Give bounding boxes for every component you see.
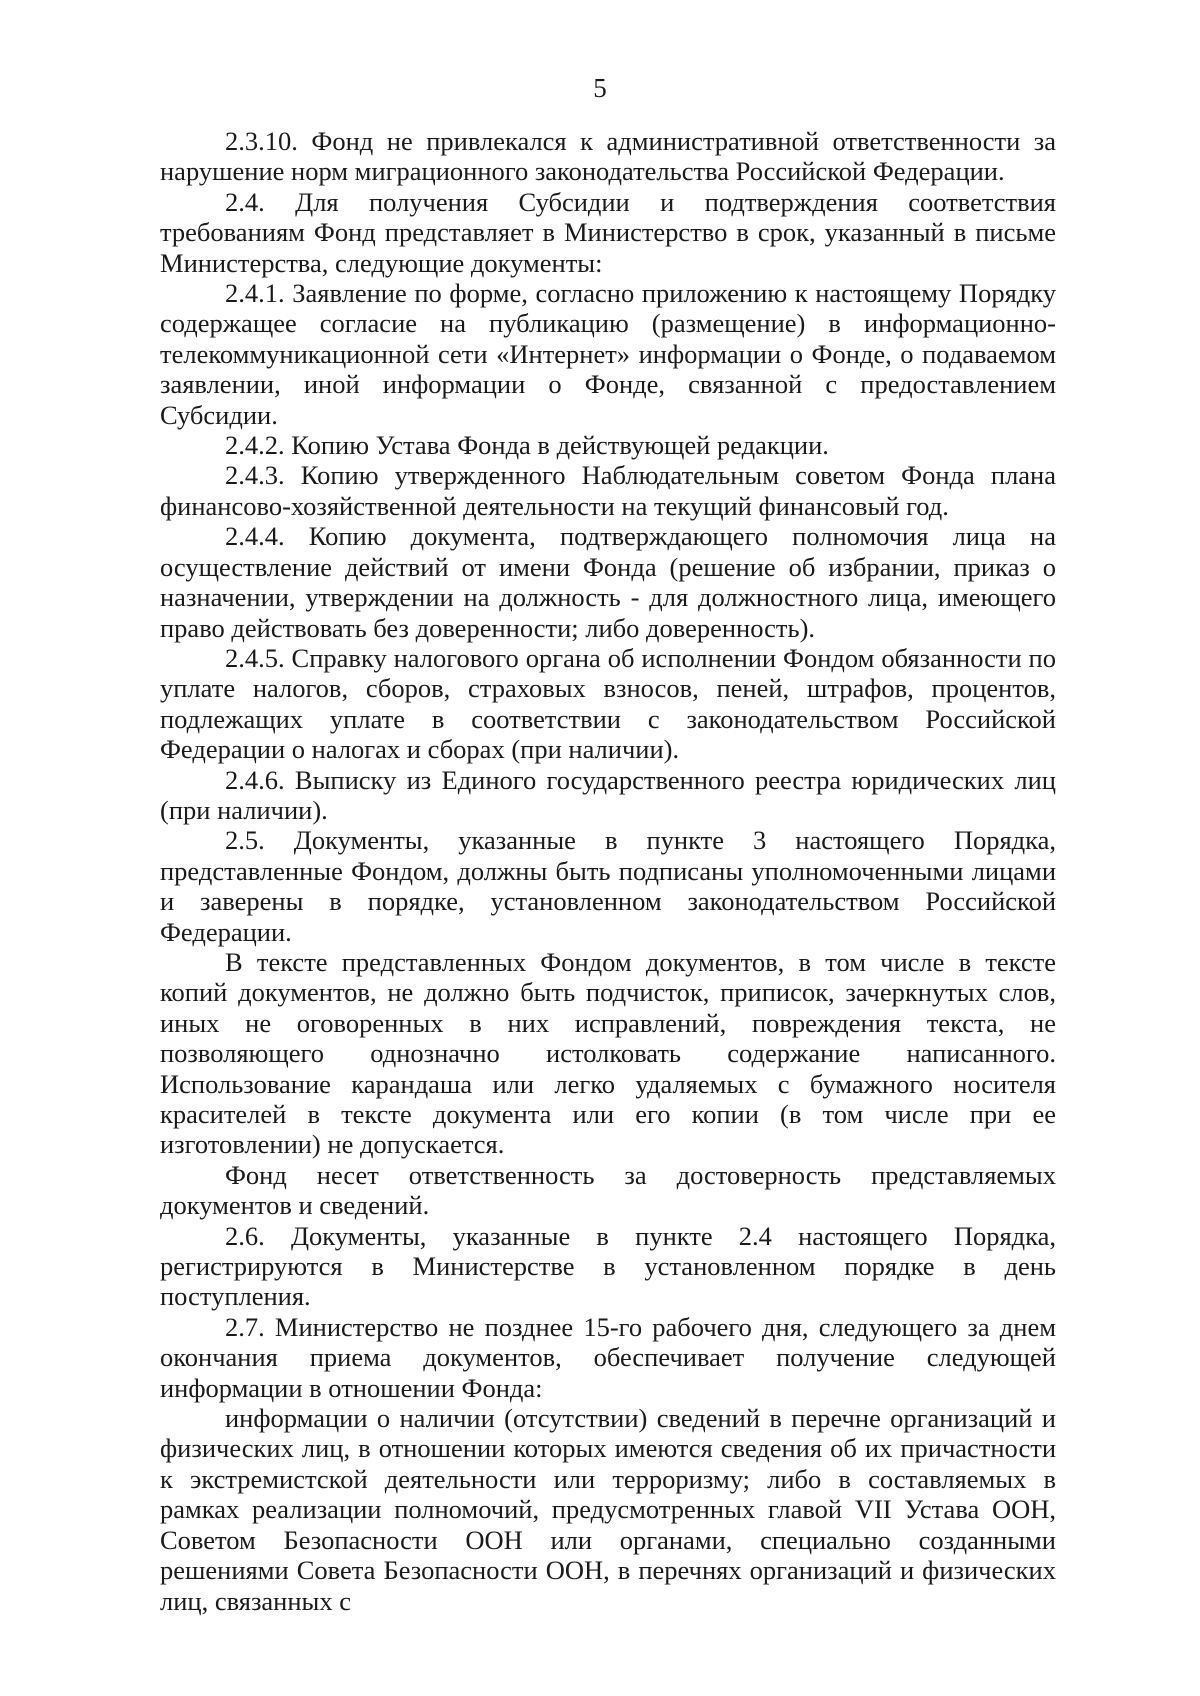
document-body (160, 126, 1056, 1616)
paragraph-2-4-1: 2.4.1. Заявление по форме, согласно приложению к настоящему Порядку содержащее согласие на публикацию (размещение) в информационно-телекоммуникационной сети «Интернет» информации о Фонде, о подаваемом заявлении, иной информации о Фонде, связанной с предоставлением Субсидии. (160, 278, 1056, 430)
paragraph-2-4-6: 2.4.6. Выписку из Единого государственного реестра юридических лиц (при наличии). (160, 764, 1056, 825)
paragraph-2-6: 2.6. Документы, указанные в пункте 2.4 настоящего Порядка, регистрируются в Министерстве в установленном порядке в день поступления. (160, 1220, 1056, 1312)
paragraph-information-extremism: информации о наличии (отсутствии) сведений в перечне организаций и физических лиц, в отношении которых имеются сведения об их причастности к экстремистской деятельности или терроризму; либо в составляемых в рамках реализации полномочий, предусмотренных главой VII Устава ООН, Советом Безопасности ООН или органами, специально созданными решениями Совета Безопасности ООН, в перечнях организаций и физических лиц, связанных с (160, 1403, 1056, 1616)
paragraph-2-4-5: 2.4.5. Справку налогового органа об исполнении Фондом обязанности по уплате налогов, сборов, страховых взносов, пеней, штрафов, процентов, подлежащих уплате в соответствии с законодательством Российской Федерации о налогах и сборах (при наличии). (160, 642, 1056, 765)
paragraph-2-4-3: 2.4.3. Копию утвержденного Наблюдательным советом Фонда плана финансово-хозяйственной деятельности на текущий финансовый год. (160, 460, 1056, 521)
paragraph-2-4: 2.4. Для получения Субсидии и подтверждения соответствия требованиям Фонд представляет в Министерство в срок, указанный в письме Министерства, следующие документы: (160, 186, 1056, 278)
paragraph-2-7: 2.7. Министерство не позднее 15-го рабочего дня, следующего за днем окончания приема документов, обеспечивает получение следующей информации в отношении Фонда: (160, 1311, 1056, 1403)
paragraph-2-5: 2.5. Документы, указанные в пункте 3 настоящего Порядка, представленные Фондом, должны быть подписаны уполномоченными лицами и заверены в порядке, установленном законодательством Российской Федерации. (160, 825, 1056, 947)
page-number: 5 (593, 73, 607, 103)
paragraph-responsibility: Фонд несет ответственность за достоверность представляемых документов и сведений. (160, 1159, 1056, 1221)
paragraph-2-4-4: 2.4.4. Копию документа, подтверждающего полномочия лица на осуществление действий от имени Фонда (решение об избрании, приказ о назначении, утверждении на должность - для должностного лица, имеющего право действовать без доверенности; либо доверенность). (160, 521, 1056, 643)
paragraph-2-4-2: 2.4.2. Копию Устава Фонда в действующей редакции. (225, 430, 829, 461)
paragraph-2-3-10: 2.3.10. Фонд не привлекался к административной ответственности за нарушение норм миграционного законодательства Российской Федерации. (160, 126, 1056, 187)
paragraph-text-requirements: В тексте представленных Фондом документов, в том числе в тексте копий документов, не должно быть подчисток, приписок, зачеркнутых слов, иных не оговоренных в них исправлений, повреждения текста, не позволяющего однозначно истолковать содержание написанного. Использование карандаша или легко удаляемых с бумажного носителя красителей в тексте документа или его копии (в том числе при ее изготовлении) не допускается. (160, 946, 1056, 1160)
